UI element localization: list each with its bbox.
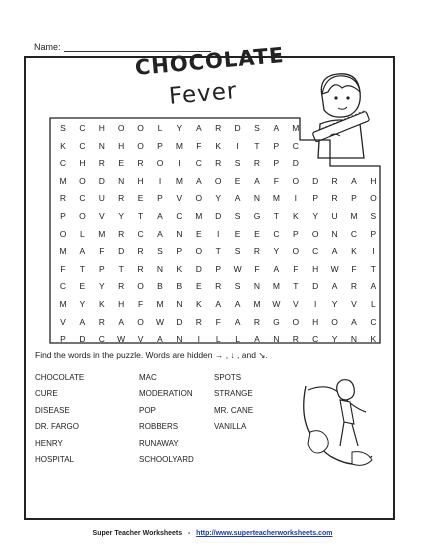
grid-letter: T xyxy=(137,211,144,221)
grid-letter: R xyxy=(137,246,144,257)
grid-letter: Y xyxy=(273,246,280,257)
grid-letter: L xyxy=(215,334,221,345)
grid-letter: H xyxy=(79,158,86,169)
grid-letter: V xyxy=(176,193,183,204)
grid-letter: O xyxy=(195,193,203,204)
grid-letter: A xyxy=(331,281,338,292)
grid-letter: A xyxy=(351,175,357,186)
grid-letter: O xyxy=(292,246,300,257)
grid-letter: R xyxy=(253,158,261,169)
word-list-item: DR. FARGO xyxy=(35,422,80,432)
word-list-item: MAC xyxy=(139,373,157,382)
grid-letter: S xyxy=(157,246,163,257)
grid-letter: T xyxy=(370,263,376,274)
word-list-item: CURE xyxy=(35,389,58,399)
grid-letter: M xyxy=(175,140,183,151)
grid-letter: C xyxy=(195,158,202,169)
word-list-item: HENRY xyxy=(35,438,63,448)
grid-letter: E xyxy=(195,281,202,292)
grid-letter: N xyxy=(98,140,105,151)
grid-letter: S xyxy=(254,123,260,133)
grid-letter: R xyxy=(118,193,125,204)
grid-letter: N xyxy=(176,228,183,239)
grid-letter: C xyxy=(370,316,377,327)
grid-letter: A xyxy=(79,246,86,257)
grid-letter: A xyxy=(157,334,163,345)
word-list-item: HOSPITAL xyxy=(35,455,74,464)
grid-letter: B xyxy=(157,281,163,292)
grid-letter: P xyxy=(98,263,105,274)
grid-letter: O xyxy=(370,193,377,204)
word-list-item: MR. CANE xyxy=(214,405,254,415)
grid-letter: O xyxy=(137,316,144,327)
grid-letter: O xyxy=(311,228,319,239)
grid-letter: O xyxy=(59,228,67,239)
word-list-item: POP xyxy=(139,405,156,415)
grid-letter: R xyxy=(215,158,222,169)
grid-letter: K xyxy=(351,246,357,257)
grid-letter: O xyxy=(117,123,125,133)
grid-letter: F xyxy=(196,140,202,151)
word-list-item: STRANGE xyxy=(214,389,253,399)
grid-letter: A xyxy=(157,211,163,221)
grid-letter: V xyxy=(60,316,66,327)
grid-letter: R xyxy=(195,316,202,327)
grid-letter: C xyxy=(59,158,67,169)
grid-letter: R xyxy=(331,175,338,186)
footer-url-link[interactable]: http://www.superteacherworksheets.com xyxy=(196,530,333,537)
title-line-2: Fever xyxy=(168,78,239,110)
grid-letter: L xyxy=(235,334,240,345)
grid-letter: N xyxy=(331,228,338,239)
grid-letter: P xyxy=(273,158,280,169)
grid-letter: T xyxy=(273,211,279,221)
grid-letter: R xyxy=(98,316,105,327)
grid-letter: F xyxy=(293,263,299,274)
grid-letter: N xyxy=(253,193,261,204)
grid-letter: W xyxy=(272,299,281,309)
grid-letter: P xyxy=(60,334,66,345)
boy-eating-chocolate-illustration xyxy=(300,66,380,166)
word-list-item: SPOTS xyxy=(214,373,242,382)
footer-brand: Super Teacher Worksheets xyxy=(92,530,183,537)
grid-letter: I xyxy=(197,334,200,345)
grid-letter: S xyxy=(370,211,377,221)
grid-letter: C xyxy=(98,334,105,345)
grid-letter: R xyxy=(253,246,261,257)
grid-letter: F xyxy=(137,299,144,309)
grid-letter: S xyxy=(60,123,66,133)
girl-with-chocolate-illustration xyxy=(300,372,380,472)
grid-letter: A xyxy=(254,175,260,186)
grid-letter: D xyxy=(79,334,86,345)
grid-letter: H xyxy=(312,316,319,327)
grid-letter: Y xyxy=(331,299,338,309)
grid-letter: R xyxy=(253,316,261,327)
grid-letter: E xyxy=(79,281,86,292)
grid-letter: D xyxy=(176,316,183,327)
grid-letter: R xyxy=(137,263,144,274)
footer xyxy=(0,530,425,537)
grid-letter: F xyxy=(99,246,105,257)
grid-letter: K xyxy=(60,140,66,151)
grid-letter: Y xyxy=(98,281,105,292)
grid-letter: O xyxy=(331,316,338,327)
grid-letter: M xyxy=(156,299,164,309)
grid-letter: C xyxy=(79,193,86,204)
grid-letter: O xyxy=(137,140,144,151)
word-list-item: DISEASE xyxy=(35,405,70,415)
grid-letter: N xyxy=(118,175,125,186)
name-row xyxy=(34,42,61,52)
grid-letter: D xyxy=(312,281,319,292)
grid-letter: M xyxy=(175,175,183,186)
grid-letter: D xyxy=(234,123,241,133)
grid-letter: F xyxy=(351,263,357,274)
grid-letter: E xyxy=(137,193,144,204)
grid-letter: A xyxy=(254,334,260,345)
word-list-item: VANILLA xyxy=(214,422,247,432)
grid-letter: C xyxy=(79,140,86,151)
grid-letter: N xyxy=(156,263,164,274)
grid-letter: M xyxy=(292,123,300,133)
word-list-item: CHOCOLATE xyxy=(35,373,85,382)
grid-letter: S xyxy=(234,281,241,292)
grid-letter: K xyxy=(215,140,222,151)
grid-letter: F xyxy=(254,263,260,274)
name-label: Name: xyxy=(34,42,61,52)
word-list-item: ROBBERS xyxy=(139,422,179,432)
grid-letter: C xyxy=(312,334,319,345)
grid-letter: L xyxy=(371,299,376,309)
grid-letter: A xyxy=(118,316,125,327)
grid-letter: H xyxy=(312,263,319,274)
grid-letter: N xyxy=(176,334,183,345)
grid-letter: N xyxy=(273,334,280,345)
grid-letter: H xyxy=(137,175,144,186)
grid-letter: A xyxy=(195,175,202,186)
grid-letter: E xyxy=(118,158,125,169)
grid-letter: A xyxy=(273,123,280,133)
grid-letter: A xyxy=(234,316,241,327)
grid-letter: O xyxy=(214,175,222,186)
grid-letter: R xyxy=(118,281,125,292)
grid-letter: A xyxy=(79,316,86,327)
grid-letter: C xyxy=(350,228,358,239)
grid-letter: H xyxy=(98,123,105,133)
grid-letter: V xyxy=(98,211,105,221)
grid-letter: R xyxy=(331,193,338,204)
grid-letter: W xyxy=(155,316,165,327)
grid-letter: N xyxy=(176,299,183,309)
grid-letter: R xyxy=(118,228,125,239)
grid-letter: O xyxy=(79,211,86,221)
grid-letter: C xyxy=(273,228,280,239)
grid-letter: B xyxy=(176,281,183,292)
grid-letter: M xyxy=(59,175,67,186)
grid-letter: H xyxy=(370,175,377,186)
grid-letter: P xyxy=(351,193,357,204)
grid-letter: P xyxy=(215,263,222,274)
grid-letter: R xyxy=(215,123,222,133)
grid-letter: I xyxy=(158,175,162,186)
grid-letter: H xyxy=(118,299,125,309)
grid-letter: G xyxy=(273,316,280,327)
grid-letter: P xyxy=(370,228,377,239)
grid-letter: P xyxy=(312,193,319,204)
grid-letter: N xyxy=(253,281,261,292)
grid-letter: K xyxy=(98,299,105,309)
grid-letter: P xyxy=(273,140,280,151)
grid-letter: M xyxy=(253,299,261,309)
grid-letter: U xyxy=(331,211,338,221)
grid-letter: M xyxy=(59,299,67,309)
grid-letter: P xyxy=(292,228,299,239)
grid-letter: O xyxy=(137,123,144,133)
grid-letter: A xyxy=(234,299,241,309)
grid-letter: N xyxy=(350,334,358,345)
grid-letter: E xyxy=(195,228,202,239)
grid-letter: C xyxy=(137,228,144,239)
grid-letter: I xyxy=(294,193,297,204)
grid-letter: A xyxy=(195,123,202,133)
grid-letter: M xyxy=(272,193,280,204)
grid-letter: R xyxy=(98,158,105,169)
grid-letter: E xyxy=(234,228,241,239)
grid-letter: I xyxy=(372,246,375,257)
grid-letter: I xyxy=(217,228,220,239)
grid-letter: O xyxy=(79,175,86,186)
grid-letter: O xyxy=(156,158,164,169)
grid-letter: C xyxy=(292,140,299,151)
grid-letter: T xyxy=(254,140,260,151)
grid-letter: D xyxy=(292,158,299,169)
grid-letter: Y xyxy=(79,299,86,309)
grid-letter: F xyxy=(215,316,221,327)
grid-letter: S xyxy=(234,211,241,221)
footer-separator: - xyxy=(187,530,191,537)
grid-letter: F xyxy=(273,175,279,186)
grid-letter: A xyxy=(351,316,357,327)
grid-letter: M xyxy=(272,281,280,292)
grid-letter: O xyxy=(292,175,300,186)
grid-letter: T xyxy=(118,263,124,274)
grid-letter: D xyxy=(312,175,319,186)
grid-letter: S xyxy=(234,158,241,169)
grid-letter: R xyxy=(350,281,358,292)
grid-letter: P xyxy=(157,193,163,204)
grid-letter: A xyxy=(331,246,338,257)
grid-letter: K xyxy=(292,211,299,221)
grid-letter: O xyxy=(195,246,203,257)
grid-letter: C xyxy=(312,246,319,257)
grid-letter: A xyxy=(370,281,377,292)
word-list-item: MODERATION xyxy=(139,389,193,399)
grid-letter: K xyxy=(370,334,377,345)
grid-letter: D xyxy=(118,246,125,257)
grid-letter: Y xyxy=(176,123,183,133)
grid-letter: G xyxy=(253,211,261,221)
grid-letter: C xyxy=(79,123,86,133)
grid-letter: P xyxy=(60,211,66,221)
grid-letter: I xyxy=(314,299,317,309)
grid-letter: W xyxy=(117,334,126,345)
grid-letter: M xyxy=(350,211,358,221)
grid-letter: K xyxy=(195,299,202,309)
grid-letter: A xyxy=(273,263,280,274)
grid-letter: V xyxy=(292,299,299,309)
grid-letter: R xyxy=(292,334,299,345)
grid-letter: A xyxy=(215,299,222,309)
grid-letter: I xyxy=(178,158,181,169)
grid-letter: T xyxy=(215,246,221,257)
grid-letter: O xyxy=(137,281,144,292)
grid-letter: L xyxy=(80,228,85,239)
grid-letter: S xyxy=(234,246,241,257)
grid-letter: M xyxy=(195,211,203,221)
grid-letter: R xyxy=(215,281,222,292)
grid-letter: Y xyxy=(312,211,319,221)
grid-letter: W xyxy=(233,263,242,274)
grid-letter: I xyxy=(236,140,239,151)
word-list-item: SCHOOLYARD xyxy=(139,455,194,464)
grid-letter: W xyxy=(330,263,339,274)
word-list-item: RUNAWAY xyxy=(139,438,179,448)
grid-letter: D xyxy=(98,175,105,186)
grid-letter: M xyxy=(98,228,106,239)
grid-letter: P xyxy=(176,246,183,257)
grid-letter: P xyxy=(157,140,163,151)
instructions: Find the words in the puzzle. Words are hidden → , ↓ , and ↘. xyxy=(35,350,268,360)
grid-letter: H xyxy=(118,140,125,151)
grid-letter: D xyxy=(215,211,222,221)
grid-letter: D xyxy=(195,263,202,274)
grid-letter: U xyxy=(98,193,105,204)
grid-letter: F xyxy=(60,263,66,274)
grid-letter: Y xyxy=(118,211,125,221)
grid-letter: Y xyxy=(331,334,338,345)
grid-letter: R xyxy=(59,193,67,204)
grid-letter: T xyxy=(79,263,85,274)
grid-letter: A xyxy=(234,193,241,204)
grid-letter: R xyxy=(137,158,144,169)
grid-letter: V xyxy=(351,299,357,309)
grid-letter: E xyxy=(254,228,260,239)
grid-letter: C xyxy=(176,211,183,221)
title-line-1: CHOCOLATE xyxy=(134,42,286,80)
grid-letter: K xyxy=(176,263,183,274)
grid-letter: C xyxy=(59,281,67,292)
grid-letter: V xyxy=(137,334,144,345)
grid-letter: E xyxy=(234,175,241,186)
grid-letter: M xyxy=(59,246,67,257)
grid-letter: O xyxy=(292,316,300,327)
grid-letter: Y xyxy=(215,193,222,204)
grid-letter: L xyxy=(157,123,163,133)
grid-letter: A xyxy=(157,228,163,239)
grid-letter: T xyxy=(293,281,299,292)
